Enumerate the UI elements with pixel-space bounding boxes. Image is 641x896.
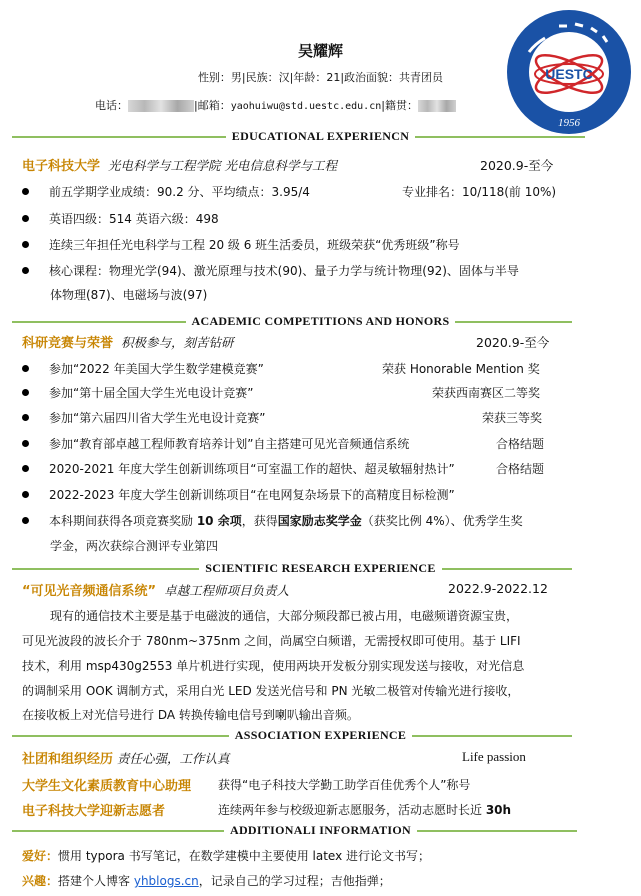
- education-college: 光电科学与工程学院 光电信息科学与工程: [108, 158, 337, 173]
- list-item: 连续三年担任光电科学与工程 20 级 6 班生活委员，班级荣获“优秀班级”称号: [22, 236, 623, 253]
- uestc-logo: [505, 8, 633, 136]
- bullet-icon: [22, 365, 29, 372]
- bullet-icon: [22, 188, 29, 195]
- list-item-continuation: 学金，两次获综合测评专业第四: [50, 539, 219, 553]
- section-title-competitions: ACADEMIC COMPETITIONS AND HONORS: [0, 314, 641, 329]
- association-tag: Life passion: [462, 749, 526, 764]
- bullet-icon: [22, 414, 29, 421]
- bullet-icon: [22, 491, 29, 498]
- blog-link[interactable]: yhblogs.cn: [133, 874, 199, 888]
- section-title-research: SCIENTIFIC RESEARCH EXPERIENCE: [0, 561, 641, 576]
- list-item: 参加“教育部卓越工程师教育培养计划”自主搭建可见光音频通信系统: [22, 435, 623, 452]
- list-item: 前五学期学业成绩：90.2 分、平均绩点：3.95/4: [22, 183, 623, 200]
- contact-info: [95, 97, 456, 113]
- bullet-icon: [22, 517, 29, 524]
- phone-redacted: [128, 100, 194, 112]
- association-desc: 获得“电子科技大学勤工助学百佳优秀个人”称号: [218, 778, 471, 792]
- competitions-date: 2020.9-至今: [476, 335, 550, 350]
- resume-name: 吴耀辉: [297, 42, 343, 60]
- list-item: 本科期间获得各项竞赛奖励 10 余项，获得国家励志奖学金（获奖比例 4%）、优秀学生奖: [22, 512, 623, 529]
- list-item: 参加“第六届四川省大学生光电设计竞赛”: [22, 409, 623, 426]
- association-heading: 社团和组织经历 责任心强，工作认真: [22, 751, 230, 767]
- list-item: 参加“2022 年美国大学生数学建模竞赛”: [22, 360, 623, 377]
- list-item: 2022-2023 年度大学生创新训练项目“在电网复杂场景下的高精度目标检测”: [22, 486, 623, 503]
- list-item-continuation: 体物理(87)、电磁场与波(97): [50, 288, 208, 302]
- phone-label: 电话：: [95, 99, 128, 112]
- section-title-association: ASSOCIATION EXPERIENCE: [0, 728, 641, 743]
- bullet-icon: [22, 465, 29, 472]
- bullet-icon: [22, 215, 29, 222]
- award-result: 荣获三等奖: [482, 411, 543, 425]
- education-school: 电子科技大学 光电科学与工程学院 光电信息科学与工程: [22, 158, 337, 174]
- origin-redacted: [418, 100, 456, 112]
- email-label: |邮箱：: [194, 99, 231, 112]
- email-address[interactable]: yaohuiwu@std.uestc.edu.cn: [230, 101, 382, 112]
- logo-abbr: UESTC: [545, 66, 593, 82]
- association-org: 大学生文化素质教育中心助理: [22, 779, 192, 794]
- association-subtitle: 责任心强，工作认真: [117, 751, 230, 766]
- research-paragraph-line: 可见光波段的波长介于 780nm~375nm 之间，尚属空白频谱，无需授权即可使用。基于 LIFI: [22, 634, 521, 648]
- association-desc: 连续两年参与校级迎新志愿服务，活动志愿时长近 30h: [218, 803, 512, 817]
- research-heading: “可见光音频通信系统” 卓越工程师项目负责人: [22, 583, 290, 599]
- research-paragraph-line: 技术，利用 msp430g2553 单片机进行实现，使用两块开发板分别实现发送与接收，对光信息: [22, 659, 525, 673]
- award-result: 荣获 Honorable Mention 奖: [382, 362, 540, 376]
- bullet-icon: [22, 440, 29, 447]
- logo-year: 1956: [558, 117, 580, 129]
- association-org: 电子科技大学迎新志愿者: [22, 804, 166, 819]
- section-title-education: EDUCATIONAL EXPERIENCN: [0, 129, 641, 144]
- interest-line: 兴趣：搭建个人博客 yhblogs.cn，记录自己的学习过程；吉他指弹；: [22, 874, 391, 888]
- award-result: 合格结题: [496, 462, 545, 476]
- competitions-subtitle: 积极参与，刻苦钻研: [121, 335, 234, 350]
- research-paragraph-line: 现有的通信技术主要是基于电磁波的通信，大部分频段都已被占用，电磁频谱资源宝贵，: [50, 609, 519, 623]
- list-item: 英语四级：514 英语六级：498: [22, 210, 623, 227]
- list-item: 参加“第十届全国大学生光电设计竞赛”: [22, 384, 623, 401]
- research-date: 2022.9-2022.12: [448, 581, 548, 596]
- award-result: 合格结题: [496, 437, 545, 451]
- research-paragraph-line: 的调制采用 OOK 调制方式，采用白光 LED 发送光信号和 PN 光敏二极管对传输光进行接收，: [22, 684, 520, 698]
- section-title-additional: ADDITIONALI INFORMATION: [0, 823, 641, 838]
- list-item: 2020-2021 年度大学生创新训练项目“可室温工作的超快、超灵敏辐射热计”: [22, 460, 623, 477]
- research-paragraph-line: 在接收板上对光信号进行 DA 转换传输电信号到喇叭输出音频。: [22, 708, 359, 722]
- education-date: 2020.9-至今: [480, 158, 554, 173]
- bullet-icon: [22, 389, 29, 396]
- education-rank: 专业排名：10/118(前 10%): [402, 185, 557, 199]
- hobby-line: 爱好：惯用 typora 书写笔记，在数学建模中主要使用 latex 进行论文书写；: [22, 849, 430, 863]
- bullet-icon: [22, 267, 29, 274]
- bullet-icon: [22, 241, 29, 248]
- competitions-heading: 科研竞赛与荣誉 积极参与，刻苦钻研: [22, 335, 234, 351]
- list-item: 核心课程：物理光学(94)、激光原理与技术(90)、量子力学与统计物理(92)、固体与半导: [22, 262, 623, 279]
- award-result: 荣获西南赛区二等奖: [432, 386, 541, 400]
- research-subtitle: 卓越工程师项目负责人: [164, 583, 290, 598]
- personal-info: 性别：男|民族：汉|年龄：21|政治面貌：共青团员: [197, 71, 444, 84]
- origin-label: |籍贯：: [381, 99, 418, 112]
